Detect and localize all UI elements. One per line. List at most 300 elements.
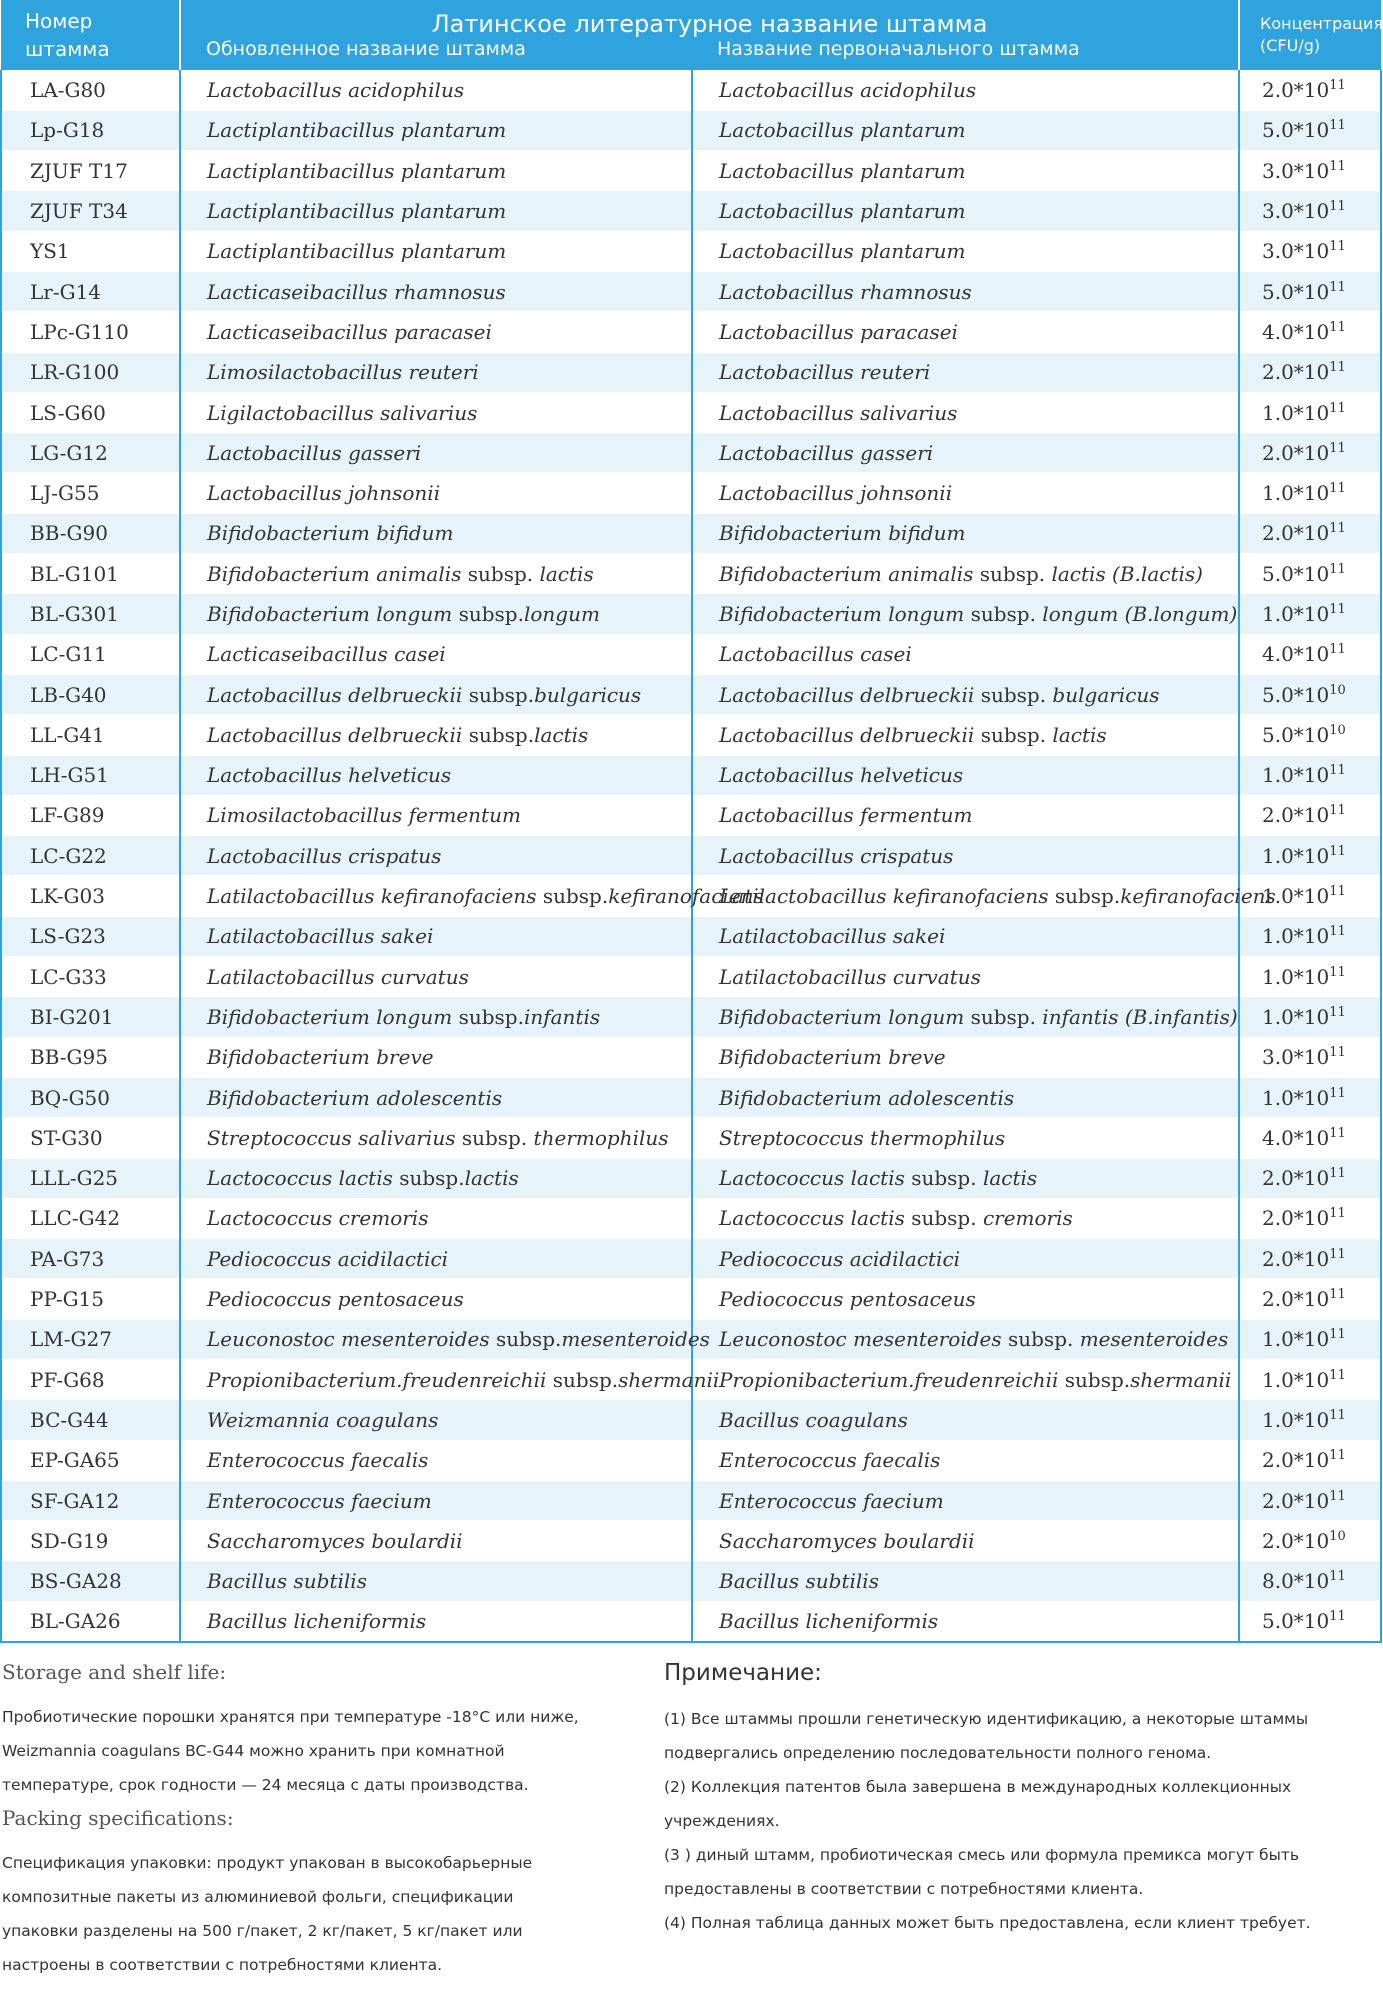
original-name-cell bbox=[692, 473, 1239, 513]
original-name-cell bbox=[692, 916, 1239, 956]
concentration-cell bbox=[1239, 715, 1381, 755]
updated-name-cell bbox=[180, 1601, 692, 1641]
table-row bbox=[1, 513, 1381, 553]
concentration-cell bbox=[1239, 312, 1381, 352]
concentration-base: 2.0*10 bbox=[1262, 803, 1330, 828]
updated-name-cell bbox=[180, 1521, 692, 1561]
storage-line: Пробиотические порошки хранятся при температуре -18°C или ниже, bbox=[2, 1708, 579, 1726]
updated-name-cell bbox=[180, 1400, 692, 1440]
original-epithet: lactis bbox=[1046, 722, 1107, 747]
original-species: Bacillus licheniformis bbox=[719, 1609, 939, 1634]
concentration-base: 3.0*10 bbox=[1262, 199, 1330, 224]
updated-epithet: kefiranofaciens bbox=[608, 884, 764, 909]
updated-species: Leuconostoc mesenteroides bbox=[207, 1327, 490, 1352]
table-row bbox=[1, 634, 1381, 674]
concentration-cell bbox=[1239, 1440, 1381, 1480]
concentration-base: 1.0*10 bbox=[1262, 763, 1330, 788]
original-species: Pediococcus pentosaceus bbox=[719, 1287, 976, 1312]
concentration-base: 1.0*10 bbox=[1262, 1407, 1330, 1432]
concentration-base: 2.0*10 bbox=[1262, 360, 1330, 385]
original-name-cell bbox=[692, 1077, 1239, 1117]
updated-subsp-marker: subsp. bbox=[455, 1125, 528, 1150]
original-name-cell bbox=[692, 1279, 1239, 1319]
concentration-base: 1.0*10 bbox=[1262, 1327, 1330, 1352]
original-subsp-marker: subsp. bbox=[1058, 1367, 1131, 1392]
remark-line: учреждениях. bbox=[664, 1812, 780, 1830]
updated-name-cell bbox=[180, 876, 764, 916]
updated-name-cell bbox=[180, 836, 692, 876]
concentration-base: 1.0*10 bbox=[1262, 1367, 1330, 1392]
updated-name-cell bbox=[180, 1561, 692, 1601]
concentration-cell bbox=[1239, 1561, 1381, 1601]
table-row bbox=[1, 957, 1381, 997]
original-species: Lactobacillus casei bbox=[719, 642, 912, 667]
concentration-base: 5.0*10 bbox=[1262, 722, 1330, 747]
original-name-cell bbox=[692, 312, 1239, 352]
updated-name-cell bbox=[180, 1198, 692, 1238]
original-name-cell bbox=[692, 151, 1239, 191]
concentration-cell bbox=[1239, 594, 1381, 634]
remarks-title: Примечание: bbox=[664, 1660, 822, 1686]
original-epithet: mesenteroides bbox=[1073, 1327, 1229, 1352]
table-row bbox=[1, 836, 1381, 876]
concentration-exponent: 11 bbox=[1329, 1569, 1346, 1585]
concentration-exponent: 11 bbox=[1329, 118, 1346, 134]
concentration-exponent: 11 bbox=[1329, 843, 1346, 859]
table-row bbox=[1, 1521, 1381, 1561]
original-species: Bifidobacterium animalis bbox=[719, 561, 974, 586]
strain-id: LB-G40 bbox=[1, 674, 180, 714]
updated-species: Latilactobacillus sakei bbox=[207, 924, 434, 949]
strain-id: LF-G89 bbox=[1, 795, 180, 835]
original-epithet: infantis (B.infantis) bbox=[1035, 1004, 1238, 1029]
original-subsp-marker: subsp. bbox=[974, 722, 1047, 747]
updated-epithet: longum bbox=[523, 602, 600, 626]
updated-subsp-marker: subsp. bbox=[546, 1367, 619, 1392]
updated-name-cell bbox=[180, 674, 692, 714]
updated-name-cell bbox=[180, 392, 692, 432]
original-species: Enterococcus faecium bbox=[719, 1488, 944, 1513]
updated-species: Lactobacillus helveticus bbox=[207, 763, 452, 788]
updated-species: Lactobacillus delbrueckii bbox=[207, 722, 463, 747]
strain-id: Lr-G14 bbox=[1, 271, 180, 311]
table-row bbox=[1, 151, 1381, 191]
updated-name-cell bbox=[180, 1077, 692, 1117]
concentration-base: 4.0*10 bbox=[1262, 1125, 1330, 1150]
original-species: Pediococcus acidilactici bbox=[719, 1246, 961, 1271]
original-name-cell bbox=[692, 1601, 1239, 1641]
updated-species: Lactobacillus gasseri bbox=[207, 440, 422, 465]
original-epithet: bulgaricus bbox=[1046, 682, 1160, 707]
packing-line: Спецификация упаковки: продукт упакован в высокобарьерные bbox=[2, 1854, 533, 1872]
table-row bbox=[1, 433, 1381, 473]
concentration-base: 5.0*10 bbox=[1262, 118, 1330, 143]
updated-name-cell bbox=[180, 191, 692, 231]
table-body bbox=[1, 70, 1381, 1642]
strain-id: EP-GA65 bbox=[1, 1440, 180, 1480]
updated-name-cell bbox=[180, 1480, 692, 1520]
concentration-exponent: 11 bbox=[1329, 964, 1346, 980]
concentration-exponent: 11 bbox=[1329, 1448, 1346, 1464]
original-species: Lactobacillus rhamnosus bbox=[719, 279, 972, 304]
original-species: Saccharomyces boulardii bbox=[719, 1528, 975, 1553]
concentration-base: 2.0*10 bbox=[1262, 1528, 1330, 1553]
table-row bbox=[1, 1077, 1381, 1117]
strain-id: LM-G27 bbox=[1, 1319, 180, 1359]
updated-subsp-marker: subsp. bbox=[462, 682, 535, 707]
original-species: Lactobacillus fermentum bbox=[719, 803, 973, 828]
updated-subsp-marker: subsp. bbox=[392, 1166, 465, 1191]
original-name-cell bbox=[692, 594, 1239, 634]
original-name-cell bbox=[692, 1360, 1239, 1400]
original-subsp-marker: subsp. bbox=[964, 1004, 1036, 1029]
concentration-base: 1.0*10 bbox=[1262, 884, 1330, 909]
storage-line: Weizmannia coagulans BC-G44 можно хранить при комнатной bbox=[2, 1742, 505, 1760]
concentration-cell bbox=[1239, 1077, 1381, 1117]
original-epithet: lactis (B.lactis) bbox=[1045, 561, 1203, 586]
original-species: Lactobacillus paracasei bbox=[719, 319, 958, 344]
updated-name-cell bbox=[180, 1319, 710, 1359]
updated-name-cell bbox=[180, 1158, 692, 1198]
updated-name-cell bbox=[180, 1279, 692, 1319]
concentration-cell bbox=[1239, 1480, 1381, 1520]
table-row bbox=[1, 554, 1381, 594]
concentration-base: 5.0*10 bbox=[1262, 682, 1330, 707]
concentration-base: 1.0*10 bbox=[1262, 924, 1330, 949]
concentration-base: 2.0*10 bbox=[1262, 1246, 1330, 1271]
updated-subsp-marker: subsp. bbox=[462, 722, 535, 747]
original-name-cell bbox=[692, 352, 1239, 392]
updated-subsp-marker: subsp. bbox=[452, 602, 524, 626]
concentration-exponent: 10 bbox=[1329, 1528, 1346, 1544]
original-species: Lactococcus lactis bbox=[719, 1206, 905, 1231]
original-name-cell bbox=[692, 715, 1239, 755]
updated-species: Lactiplantibacillus plantarum bbox=[207, 158, 507, 183]
original-name-cell bbox=[692, 1440, 1239, 1480]
original-name-cell bbox=[692, 1198, 1239, 1238]
concentration-exponent: 11 bbox=[1329, 1609, 1346, 1625]
strain-id: PF-G68 bbox=[1, 1360, 180, 1400]
strain-id: BC-G44 bbox=[1, 1400, 180, 1440]
original-name-cell bbox=[692, 876, 1276, 916]
strain-id: PA-G73 bbox=[1, 1239, 180, 1279]
concentration-base: 4.0*10 bbox=[1262, 642, 1330, 667]
table-row bbox=[1, 997, 1381, 1037]
original-name-cell bbox=[692, 1037, 1239, 1077]
updated-name-cell bbox=[180, 594, 692, 634]
updated-species: Lacticaseibacillus rhamnosus bbox=[207, 279, 506, 304]
concentration-exponent: 11 bbox=[1329, 1287, 1346, 1303]
table-row bbox=[1, 271, 1381, 311]
updated-species: Lactococcus cremoris bbox=[207, 1206, 429, 1231]
updated-species: Saccharomyces boulardii bbox=[207, 1528, 463, 1553]
concentration-cell bbox=[1239, 231, 1381, 271]
strain-id: LPc-G110 bbox=[1, 312, 180, 352]
strain-id: BS-GA28 bbox=[1, 1561, 180, 1601]
concentration-exponent: 11 bbox=[1329, 1367, 1346, 1383]
original-species: Lactobacillus helveticus bbox=[719, 763, 964, 788]
table-row bbox=[1, 715, 1381, 755]
concentration-base: 2.0*10 bbox=[1262, 1448, 1330, 1473]
updated-name-cell bbox=[180, 634, 692, 674]
strain-id: LJ-G55 bbox=[1, 473, 180, 513]
strain-id: ST-G30 bbox=[1, 1118, 180, 1158]
updated-name-cell bbox=[180, 957, 692, 997]
concentration-exponent: 11 bbox=[1329, 803, 1346, 819]
strain-id: ZJUF T34 bbox=[1, 191, 180, 231]
original-species: Leuconostoc mesenteroides bbox=[719, 1327, 1002, 1352]
concentration-cell bbox=[1239, 1198, 1381, 1238]
concentration-exponent: 11 bbox=[1329, 400, 1346, 416]
concentration-base: 1.0*10 bbox=[1262, 843, 1330, 868]
packing-title: Packing specifications: bbox=[2, 1806, 234, 1830]
updated-species: Bifidobacterium adolescentis bbox=[207, 1085, 503, 1110]
original-species: Lactobacillus plantarum bbox=[719, 239, 966, 264]
updated-name-cell bbox=[180, 312, 692, 352]
original-species: Bacillus coagulans bbox=[719, 1407, 908, 1432]
original-species: Lactobacillus delbrueckii bbox=[719, 722, 975, 747]
header-original-name: Название первоначального штамма bbox=[692, 38, 1239, 70]
updated-epithet: lactis bbox=[533, 561, 594, 586]
table-row bbox=[1, 1561, 1381, 1601]
updated-epithet: lactis bbox=[534, 722, 589, 747]
original-subsp-marker: subsp. bbox=[974, 682, 1047, 707]
original-species: Lactobacillus acidophilus bbox=[719, 77, 977, 102]
concentration-base: 5.0*10 bbox=[1262, 1609, 1330, 1634]
updated-species: Pediococcus pentosaceus bbox=[207, 1287, 464, 1312]
original-name-cell bbox=[692, 1480, 1239, 1520]
concentration-cell bbox=[1239, 1037, 1381, 1077]
strain-id: LK-G03 bbox=[1, 876, 180, 916]
updated-species: Lacticaseibacillus paracasei bbox=[207, 319, 492, 344]
updated-species: Bifidobacterium animalis bbox=[207, 561, 462, 586]
concentration-cell bbox=[1239, 674, 1381, 714]
original-subsp-marker: subsp. bbox=[904, 1206, 977, 1231]
updated-subsp-marker: subsp. bbox=[461, 561, 534, 586]
strain-id: LLC-G42 bbox=[1, 1198, 180, 1238]
table-row bbox=[1, 674, 1381, 714]
remark-line: (3 ) диный штамм, пробиотическая смесь или формула премикса могут быть bbox=[664, 1846, 1300, 1864]
updated-name-cell bbox=[180, 554, 692, 594]
concentration-base: 1.0*10 bbox=[1262, 1004, 1330, 1029]
updated-species: Enterococcus faecium bbox=[207, 1488, 432, 1513]
original-species: Lactobacillus plantarum bbox=[719, 118, 966, 143]
concentration-base: 4.0*10 bbox=[1262, 319, 1330, 344]
concentration-base: 1.0*10 bbox=[1262, 400, 1330, 425]
updated-name-cell bbox=[180, 151, 692, 191]
updated-species: Lactiplantibacillus plantarum bbox=[207, 118, 507, 143]
concentration-exponent: 11 bbox=[1329, 602, 1346, 617]
concentration-exponent: 11 bbox=[1329, 1166, 1346, 1182]
remark-line: подвергались определению последовательности полного генома. bbox=[664, 1744, 1212, 1762]
concentration-exponent: 11 bbox=[1329, 1004, 1346, 1020]
concentration-cell bbox=[1239, 513, 1381, 553]
updated-epithet: infantis bbox=[523, 1004, 601, 1029]
concentration-cell bbox=[1239, 110, 1381, 150]
concentration-cell bbox=[1239, 1319, 1381, 1359]
concentration-exponent: 11 bbox=[1329, 360, 1346, 376]
original-species: Lactobacillus plantarum bbox=[719, 158, 966, 183]
remarks-section bbox=[664, 1660, 1364, 1940]
table-row bbox=[1, 1601, 1381, 1641]
updated-subsp-marker: subsp. bbox=[452, 1004, 524, 1029]
original-species: Streptococcus thermophilus bbox=[719, 1125, 1006, 1150]
concentration-base: 1.0*10 bbox=[1262, 481, 1330, 506]
concentration-base: 1.0*10 bbox=[1262, 1085, 1330, 1110]
updated-species: Streptococcus salivarius bbox=[207, 1125, 456, 1150]
concentration-cell bbox=[1239, 957, 1381, 997]
table-row bbox=[1, 110, 1381, 150]
header-updated-name: Обновленное название штамма bbox=[180, 38, 692, 70]
updated-species: Lactobacillus acidophilus bbox=[207, 77, 465, 102]
concentration-exponent: 11 bbox=[1329, 199, 1346, 215]
updated-epithet: lactis bbox=[464, 1166, 519, 1191]
concentration-cell bbox=[1239, 1118, 1381, 1158]
original-species: Lactobacillus plantarum bbox=[719, 199, 966, 224]
concentration-exponent: 11 bbox=[1329, 884, 1346, 900]
original-name-cell bbox=[692, 1521, 1239, 1561]
original-species: Bacillus subtilis bbox=[719, 1569, 879, 1594]
concentration-exponent: 10 bbox=[1329, 682, 1346, 698]
original-species: Enterococcus faecalis bbox=[719, 1448, 941, 1473]
concentration-cell bbox=[1239, 795, 1381, 835]
concentration-base: 2.0*10 bbox=[1262, 521, 1330, 546]
concentration-cell bbox=[1239, 916, 1381, 956]
concentration-exponent: 11 bbox=[1329, 642, 1346, 658]
strain-id: BI-G201 bbox=[1, 997, 180, 1037]
original-name-cell bbox=[692, 513, 1239, 553]
original-name-cell bbox=[692, 1400, 1239, 1440]
strain-id: LS-G23 bbox=[1, 916, 180, 956]
strain-id: LC-G11 bbox=[1, 634, 180, 674]
original-species: Lactobacillus crispatus bbox=[719, 843, 954, 868]
updated-species: Propionibacterium.freudenreichii bbox=[207, 1367, 547, 1392]
concentration-exponent: 11 bbox=[1329, 1045, 1346, 1061]
original-epithet: shermanii bbox=[1130, 1367, 1232, 1392]
concentration-exponent: 10 bbox=[1329, 722, 1346, 738]
strain-id: LC-G33 bbox=[1, 957, 180, 997]
concentration-base: 8.0*10 bbox=[1262, 1569, 1330, 1594]
updated-name-cell bbox=[180, 1118, 692, 1158]
table-row bbox=[1, 916, 1381, 956]
concentration-exponent: 11 bbox=[1329, 481, 1346, 497]
concentration-base: 1.0*10 bbox=[1262, 964, 1330, 989]
table-row bbox=[1, 755, 1381, 795]
updated-species: Lactiplantibacillus plantarum bbox=[207, 239, 507, 264]
remark-line: (4) Полная таблица данных может быть предоставлена, если клиент требует. bbox=[664, 1914, 1311, 1932]
concentration-cell bbox=[1239, 1400, 1381, 1440]
strain-id: BB-G90 bbox=[1, 513, 180, 553]
strain-id: Lp-G18 bbox=[1, 110, 180, 150]
storage-title: Storage and shelf life: bbox=[2, 1660, 227, 1684]
table-row bbox=[1, 594, 1381, 634]
concentration-base: 3.0*10 bbox=[1262, 239, 1330, 264]
updated-name-cell bbox=[180, 1440, 692, 1480]
storage-line: температуре, срок годности — 24 месяца с даты производства. bbox=[2, 1776, 529, 1794]
updated-name-cell bbox=[180, 110, 692, 150]
updated-name-cell bbox=[180, 271, 692, 311]
updated-species: Bifidobacterium longum bbox=[207, 1004, 453, 1029]
updated-species: Lacticaseibacillus casei bbox=[207, 642, 446, 667]
table-row bbox=[1, 1360, 1381, 1400]
concentration-cell bbox=[1239, 352, 1381, 392]
strain-id: SD-G19 bbox=[1, 1521, 180, 1561]
updated-species: Ligilactobacillus salivarius bbox=[207, 400, 478, 425]
table-row bbox=[1, 1319, 1381, 1359]
concentration-exponent: 11 bbox=[1329, 561, 1346, 577]
updated-species: Lactobacillus johnsonii bbox=[207, 481, 441, 506]
table-row bbox=[1, 1198, 1381, 1238]
concentration-cell bbox=[1239, 634, 1381, 674]
strain-id: SF-GA12 bbox=[1, 1480, 180, 1520]
original-name-cell bbox=[692, 997, 1239, 1037]
updated-species: Limosilactobacillus fermentum bbox=[207, 803, 521, 828]
strain-id: LR-G100 bbox=[1, 352, 180, 392]
original-species: Latilactobacillus curvatus bbox=[719, 964, 981, 989]
updated-species: Limosilactobacillus reuteri bbox=[207, 360, 479, 385]
original-species: Bifidobacterium longum bbox=[719, 602, 965, 626]
concentration-exponent: 11 bbox=[1329, 1246, 1346, 1262]
updated-name-cell bbox=[180, 916, 692, 956]
concentration-exponent: 11 bbox=[1329, 1125, 1346, 1141]
strain-id: LH-G51 bbox=[1, 755, 180, 795]
concentration-base: 3.0*10 bbox=[1262, 1045, 1330, 1070]
strain-id: LC-G22 bbox=[1, 836, 180, 876]
original-subsp-marker: subsp. bbox=[904, 1166, 977, 1191]
packing-line: настроены в соответствии с потребностями клиента. bbox=[2, 1956, 443, 1974]
table-row bbox=[1, 1400, 1381, 1440]
updated-name-cell bbox=[180, 755, 692, 795]
strain-id: LA-G80 bbox=[1, 70, 180, 110]
original-epithet: kefiranofaciens bbox=[1120, 884, 1276, 909]
original-name-cell bbox=[692, 1561, 1239, 1601]
packing-line: композитные пакеты из алюминиевой фольги, спецификации bbox=[2, 1888, 514, 1906]
original-species: Lactobacillus gasseri bbox=[719, 440, 934, 465]
original-name-cell bbox=[692, 392, 1239, 432]
concentration-exponent: 11 bbox=[1329, 319, 1346, 335]
concentration-exponent: 11 bbox=[1329, 279, 1346, 295]
updated-name-cell bbox=[180, 1239, 692, 1279]
table-row bbox=[1, 352, 1381, 392]
original-name-cell bbox=[692, 836, 1239, 876]
updated-species: Weizmannia coagulans bbox=[207, 1407, 439, 1432]
concentration-exponent: 11 bbox=[1329, 1085, 1346, 1101]
original-name-cell bbox=[692, 1239, 1239, 1279]
original-species: Lactobacillus delbrueckii bbox=[719, 682, 975, 707]
updated-name-cell bbox=[180, 473, 692, 513]
original-species: Lactobacillus reuteri bbox=[719, 360, 931, 385]
original-name-cell bbox=[692, 795, 1239, 835]
concentration-base: 5.0*10 bbox=[1262, 561, 1330, 586]
original-name-cell bbox=[692, 1319, 1239, 1359]
concentration-cell bbox=[1239, 554, 1381, 594]
original-name-cell bbox=[692, 554, 1239, 594]
concentration-exponent: 11 bbox=[1329, 158, 1346, 174]
original-subsp-marker: subsp. bbox=[964, 602, 1036, 626]
updated-species: Lactococcus lactis bbox=[207, 1166, 393, 1191]
updated-species: Bifidobacterium bifidum bbox=[207, 521, 454, 546]
original-species: Bifidobacterium breve bbox=[719, 1045, 946, 1070]
strain-id: ZJUF T17 bbox=[1, 151, 180, 191]
concentration-cell bbox=[1239, 1601, 1381, 1641]
updated-epithet: mesenteroides bbox=[561, 1327, 710, 1352]
strain-id: LG-G12 bbox=[1, 433, 180, 473]
table-row bbox=[1, 1480, 1381, 1520]
table-row bbox=[1, 1158, 1381, 1198]
updated-name-cell bbox=[180, 795, 692, 835]
table-row bbox=[1, 312, 1381, 352]
strain-id: BB-G95 bbox=[1, 1037, 180, 1077]
